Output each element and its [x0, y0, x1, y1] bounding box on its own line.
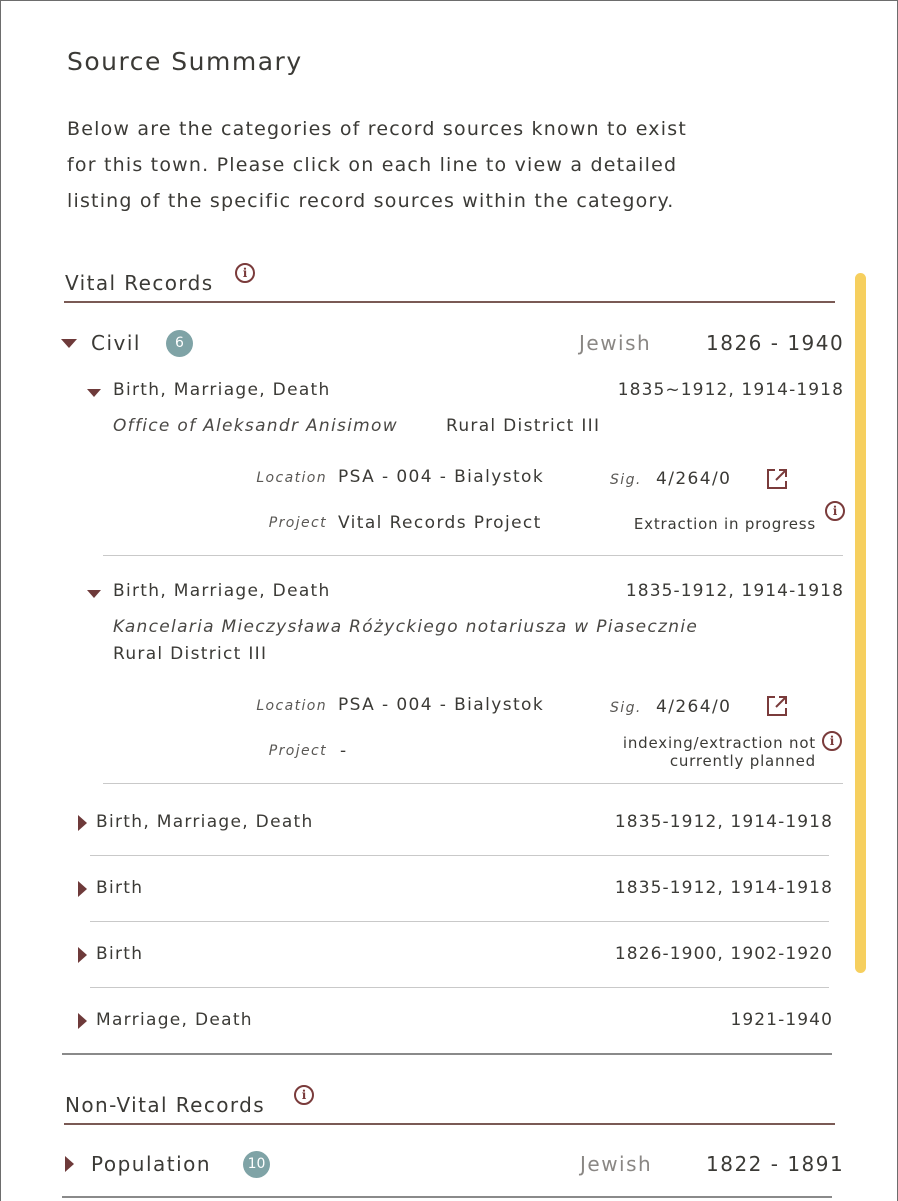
count-badge: 6 [166, 330, 193, 357]
record-type: Birth [96, 878, 144, 898]
date-range: 1822 - 1891 [706, 1152, 845, 1176]
intro-line-3: listing of the specific record sources within the category. [67, 190, 675, 212]
record-type: Birth, Marriage, Death [96, 812, 314, 832]
population-label: Population [91, 1152, 212, 1176]
project-label: Project [268, 515, 327, 531]
caret-right-icon[interactable] [78, 815, 87, 831]
info-icon[interactable]: i [825, 501, 845, 521]
vital-records-divider [64, 301, 835, 303]
info-icon[interactable]: i [235, 263, 255, 283]
religion-label: Jewish [580, 1152, 653, 1176]
info-icon[interactable]: i [822, 731, 842, 751]
intro-line-2: for this town. Please click on each line to view a detailed [67, 154, 678, 176]
count-badge: 10 [243, 1151, 270, 1178]
divider [103, 783, 843, 784]
divider [90, 921, 829, 922]
civil-label: Civil [91, 331, 141, 355]
caret-right-icon[interactable] [78, 881, 87, 897]
info-icon[interactable]: i [294, 1085, 314, 1105]
signature-value: 4/264/0 [656, 697, 732, 717]
scrollbar-thumb[interactable] [855, 273, 866, 973]
religion-label: Jewish [579, 331, 652, 355]
record-years: 1835-1912, 1914-1918 [614, 878, 833, 898]
signature-label: Sig. [610, 472, 642, 488]
caret-down-icon[interactable] [61, 339, 77, 348]
record-years: 1921-1940 [730, 1010, 833, 1030]
location-label: Location [256, 470, 327, 486]
record-type: Birth, Marriage, Death [113, 581, 331, 601]
project-label: Project [268, 743, 327, 759]
record-years: 1835-1912, 1914-1918 [614, 812, 833, 832]
caret-down-icon[interactable] [87, 389, 101, 397]
intro-line-1: Below are the categories of record sources known to exist [67, 118, 687, 140]
record-type: Birth, Marriage, Death [113, 380, 331, 400]
signature-value: 4/264/0 [656, 469, 732, 489]
record-office: Office of Aleksandr Anisimow [113, 416, 398, 436]
non-vital-records-title: Non-Vital Records [65, 1093, 266, 1117]
intro-text [67, 111, 787, 219]
caret-right-icon[interactable] [65, 1156, 74, 1172]
project-status-line-2: currently planned [669, 752, 816, 770]
caret-right-icon[interactable] [78, 947, 87, 963]
location-value: PSA - 004 - Bialystok [338, 467, 545, 487]
record-years: 1826-1900, 1902-1920 [614, 944, 833, 964]
divider [62, 1196, 832, 1198]
record-type: Marriage, Death [96, 1010, 253, 1030]
location-value: PSA - 004 - Bialystok [338, 695, 545, 715]
project-value: - [340, 741, 348, 761]
project-status-line-1: indexing/extraction not [622, 734, 816, 752]
date-range: 1826 - 1940 [706, 331, 845, 355]
external-link-icon[interactable] [765, 467, 789, 491]
divider [62, 1053, 832, 1055]
project-status: Extraction in progress [633, 515, 816, 533]
project-value: Vital Records Project [338, 513, 542, 533]
page-title: Source Summary [67, 47, 303, 76]
divider [90, 987, 829, 988]
location-label: Location [256, 698, 327, 714]
external-link-icon[interactable] [765, 694, 789, 718]
divider [90, 855, 829, 856]
divider [103, 555, 843, 556]
vital-records-title: Vital Records [65, 271, 214, 295]
record-district: Rural District III [113, 644, 268, 664]
non-vital-records-divider [64, 1123, 835, 1125]
record-office: Kancelaria Mieczysława Różyckiego notariusza w Piasecznie [113, 617, 699, 637]
record-type: Birth [96, 944, 144, 964]
record-years: 1835-1912, 1914-1918 [625, 581, 844, 601]
signature-label: Sig. [610, 700, 642, 716]
caret-right-icon[interactable] [78, 1013, 87, 1029]
record-years: 1835~1912, 1914-1918 [617, 380, 844, 400]
caret-down-icon[interactable] [87, 590, 101, 598]
record-district: Rural District III [446, 416, 601, 436]
